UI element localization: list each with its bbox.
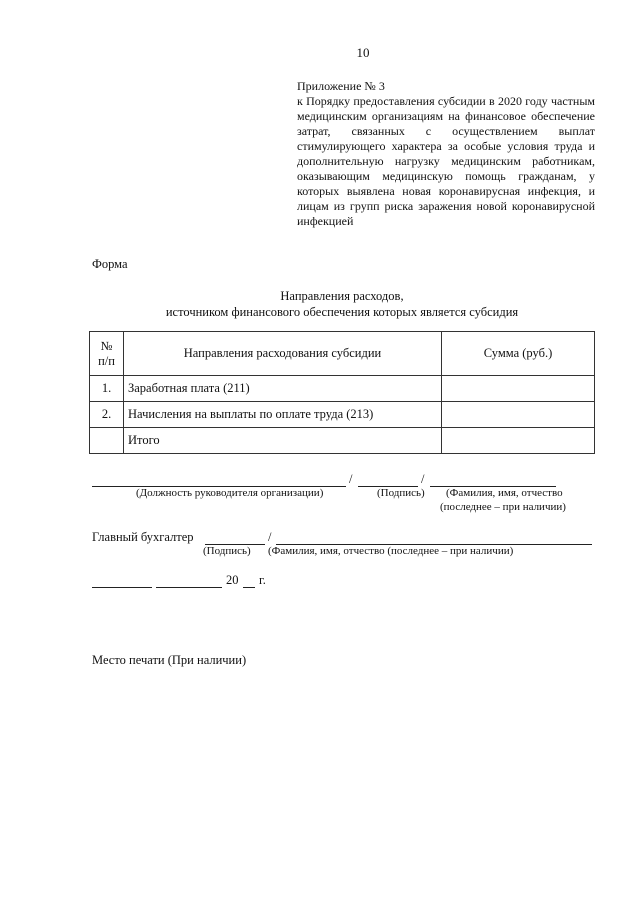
fio-caption-1: (Фамилия, имя, отчество [446, 487, 563, 499]
table-header-row [90, 332, 595, 376]
accountant-fio-caption: (Фамилия, имя, отчество (последнее – при наличии) [268, 545, 514, 557]
row-sum-field[interactable] [442, 402, 595, 428]
appendix-block [297, 79, 595, 229]
date-year-line[interactable] [243, 587, 255, 588]
row-sum-field[interactable] [442, 376, 595, 402]
table-heading [92, 288, 592, 320]
header-direction: Направления расходования субсидии [124, 332, 442, 376]
stamp-place: Место печати (При наличии) [92, 653, 247, 667]
header-number-line1: № [100, 338, 113, 353]
slash-1: / [349, 472, 353, 486]
appendix-title: Приложение № 3 [297, 79, 385, 93]
page-number: 10 [356, 45, 370, 60]
heading-line-2: источником финансового обеспечения которых является субсидия [165, 305, 519, 319]
header-sum: Сумма (руб.) [442, 332, 595, 376]
table-row [90, 376, 595, 402]
accountant-slash: / [268, 530, 272, 544]
header-number-line2: п/п [98, 353, 115, 368]
row-number: 2. [90, 402, 124, 428]
row-direction: Итого [124, 428, 442, 454]
date-year-suffix: г. [259, 573, 266, 587]
table-row [90, 402, 595, 428]
table-row-total [90, 428, 595, 454]
row-direction: Начисления на выплаты по оплате труда (213) [124, 402, 442, 428]
accountant-signature-caption: (Подпись) [203, 545, 251, 557]
row-sum-field[interactable] [442, 428, 595, 454]
row-direction: Заработная плата (211) [124, 376, 442, 402]
header-number [90, 332, 124, 376]
row-number [90, 428, 124, 454]
row-number: 1. [90, 376, 124, 402]
signature-caption: (Подпись) [377, 487, 425, 499]
fio-caption-2: (последнее – при наличии) [440, 501, 566, 513]
form-label: Форма [92, 257, 128, 271]
position-caption: (Должность руководителя организации) [136, 487, 324, 499]
heading-line-1: Направления расходов, [280, 289, 404, 303]
date-month-line[interactable] [156, 587, 222, 588]
appendix-text: к Порядку предоставления субсидии в 2020 году частным медицинским организациям на финансовое обеспечение затрат, связанных с осуществлением выплат стимулирующего характера за особые условия труда и дополнительную нагрузку медицинским работникам, оказывающим медицинскую помощь гражданам, у которых выявлена новая коронавирусная инфекция, и лицам из групп риска заражения новой коронавирусной инфекцией [297, 94, 595, 228]
date-day-line[interactable] [92, 587, 152, 588]
date-year-prefix: 20 [226, 573, 239, 587]
expenses-table [89, 331, 595, 454]
chief-accountant-label: Главный бухгалтер [92, 530, 194, 544]
slash-2: / [421, 472, 425, 486]
